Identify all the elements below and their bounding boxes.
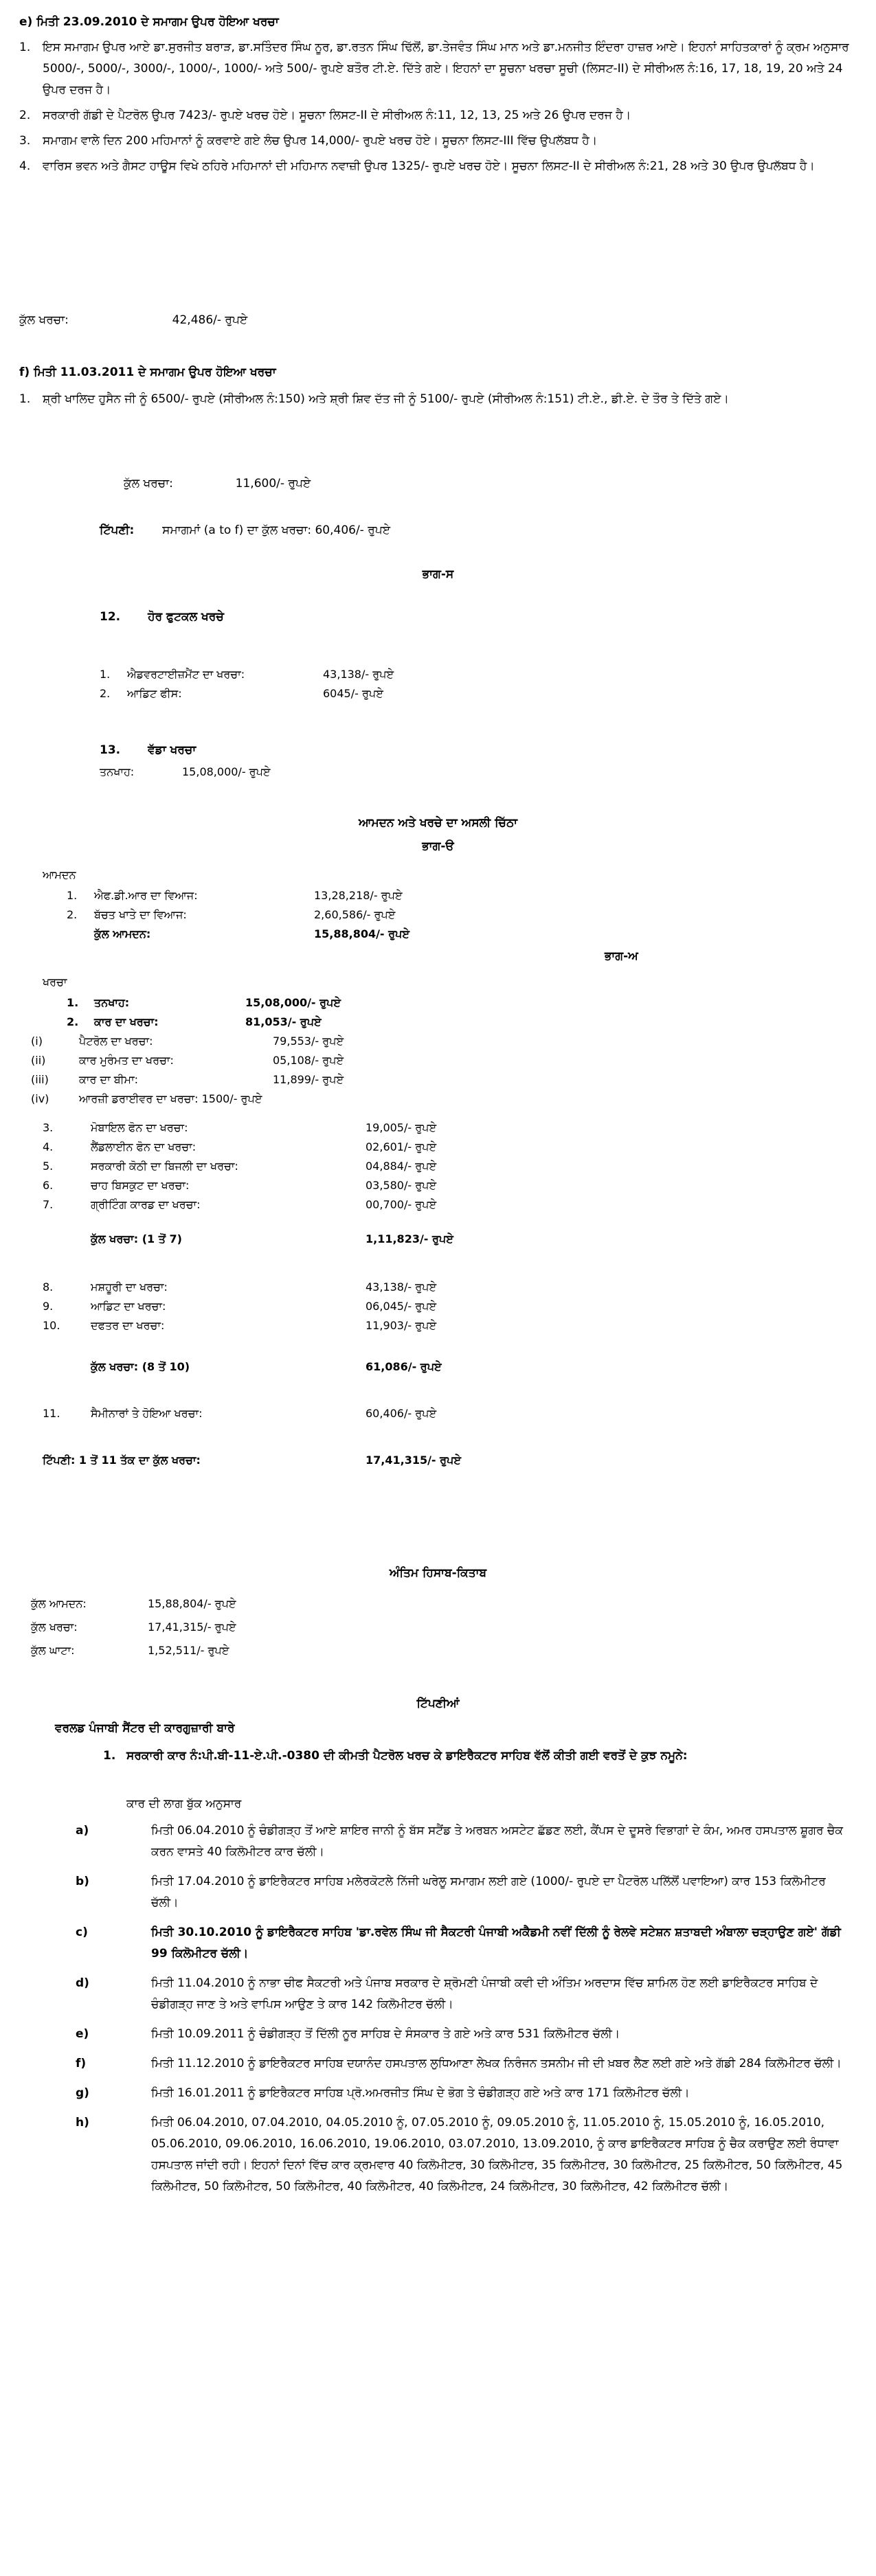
misc-list (100, 665, 394, 703)
section-e-item: 2. ਸਰਕਾਰੀ ਗੱਡੀ ਦੇ ਪੈਟਰੋਲ ਉਪਰ 7423/- ਰੁਪਏ ਖਰਚ ਹੋਏ। ਸੂਚਨਾ ਲਿਸਟ-II ਦੇ ਸੀਰੀਅਲ ਨੰ:11, 12, 13, 25 ਅਤੇ 26 ਉਪਰ ਦਰਜ ਹੈ। (19, 109, 631, 122)
expense-row: 7. ਗ੍ਰੀਟਿੰਗ ਕਾਰਡ ਦਾ ਖਰਚਾ: 00,700/- ਰੁਪਏ (43, 1198, 437, 1211)
remark-item: b) ਮਿਤੀ 17.04.2010 ਨੂੰ ਡਾਇਰੈਕਟਰ ਸਾਹਿਬ ਮਲੇਰਕੋਟਲੇ ਨਿੱਜੀ ਘਰੇਲੂ ਸਮਾਗਮ ਲਈ ਗਏ (1000/- ਰੁਪਏ ਦਾ ਪੈਟਰੋਲ ਪਲਿੱਲੋਂ ਪਵਾਇਆ) ਕਾਰ 153 ਕਿਲੋਮੀਟਰ ਚੱਲੀ। (76, 1875, 826, 1910)
expense-row: 4. ਲੈਂਡਲਾਈਨ ਫੋਨ ਦਾ ਖਰਚਾ: 02,601/- ਰੁਪਏ (43, 1140, 437, 1153)
expense-row: 1. ਤਨਖਾਹ: 15,08,000/- ਰੁਪਏ (67, 996, 341, 1009)
note-text: ਸਮਾਗਮਾਂ (a to f) ਦਾ ਕੁੱਲ ਖਰਚਾ: 60,406/- ਰੁਪਏ (162, 523, 391, 537)
income-total-row: ਕੁੱਲ ਆਮਦਨ: 15,88,804/- ਰੁਪਏ (94, 927, 410, 940)
section-f-note (100, 519, 390, 542)
salary-row: ਤਨਖਾਹ: 15,08,000/- ਰੁਪਏ (100, 765, 271, 778)
total-value: 42,486/- ਰੁਪਏ (172, 313, 248, 327)
remark-item: d) ਮਿਤੀ 11.04.2010 ਨੂੰ ਨਾਭਾ ਚੀਫ ਸੈਕਟਰੀ ਅਤੇ ਪੰਜਾਬ ਸਰਕਾਰ ਦੇ ਸ਼੍ਰੋਮਣੀ ਪੰਜਾਬੀ ਕਵੀ ਦੀ ਅੰਤਿਮ ਅਰਦਾਸ ਵਿੱਚ ਸ਼ਾਮਿਲ ਹੋਣ ਲਈ ਡਾਇਰੈਕਟਰ ਸਾਹਿਬ ਦੇ ਚੰਡੀਗੜ੍ਹ ਜਾਣ ਤੇ ਅਤੇ ਵਾਪਿਸ ਆਉਣ ਤੇ ਕਾਰ 142 ਕਿਲੋਮੀਟਰ ਚੱਲੀ। (76, 1976, 818, 2011)
expense-8-10-list (43, 1278, 436, 1335)
total-8-10: ਕੁੱਲ ਖਰਚਾ: (8 ਤੋਂ 10) 61,086/- ਰੁਪਏ (91, 1360, 442, 1373)
final-row: ਕੁੱਲ ਖਰਚਾ: 17,41,315/- ਰੁਪਏ (31, 1620, 236, 1634)
big-expense-heading: 13. ਵੱਡਾ ਖਰਚਾ (100, 743, 196, 757)
income-label: ਆਮਦਨ (43, 868, 76, 881)
part-c-heading: ਭਾਗ-ਸ (422, 567, 454, 581)
final-row: ਕੁੱਲ ਘਾਟਾ: 1,52,511/- ਰੁਪਏ (31, 1644, 229, 1657)
income-list (67, 886, 409, 944)
section-f-list (19, 389, 857, 414)
remark-item: c) ਮਿਤੀ 30.10.2010 ਨੂੰ ਡਾਇਰੈਕਟਰ ਸਾਹਿਬ 'ਡਾ.ਰਵੇਲ ਸਿੰਘ ਜੀ ਸੈਕਟਰੀ ਪੰਜਾਬੀ ਅਕੈਡਮੀ ਨਵੀਂ ਦਿੱਲੀ ਨੂੰ ਰੇਲਵੇ ਸਟੇਸ਼ਨ ਸ਼ਤਾਬਦੀ ਅੰਬਾਲਾ ਚੜ੍ਹਾਉਣ ਗਏ' ਗੱਡੀ 99 ਕਿਲੋਮੀਟਰ ਚੱਲੀ। (76, 1925, 841, 1961)
total-label: ਕੁੱਲ ਖਰਚਾ: (124, 477, 173, 490)
remarks-subtitle: ਵਰਲਡ ਪੰਜਾਬੀ ਸੈਂਟਰ ਦੀ ਕਾਰਗੁਜ਼ਾਰੀ ਬਾਰੇ (55, 1721, 235, 1735)
section-e-heading: e) ਮਿਤੀ 23.09.2010 ਦੇ ਸਮਾਗਮ ਉਪਰ ਹੋਇਆ ਖਰਚਾ (19, 15, 279, 29)
section-f-total (124, 473, 311, 495)
remarks-list (76, 1820, 845, 2206)
expense-row: 6. ਚਾਹ ਬਿਸਕੁਟ ਦਾ ਖਰਚਾ: 03,580/- ਰੁਪਏ (43, 1179, 437, 1192)
section-e-item: 3. ਸਮਾਗਮ ਵਾਲੇ ਦਿਨ 200 ਮਹਿਮਾਨਾਂ ਨੂੰ ਕਰਵਾਏ ਗਏ ਲੰਚ ਉਪਰ 14,000/- ਰੁਪਏ ਖਰਚ ਹੋਏ। ਸੂਚਨਾ ਲਿਸਟ-III ਵਿੱਚ ਉਪਲੱਬਧ ਹੈ। (19, 134, 598, 148)
part-b-heading: ਭਾਗ-ਅ (605, 949, 638, 963)
misc-row: 1. ਐਡਵਰਟਾਈਜ਼ਮੈਂਟ ਦਾ ਖਰਚਾ: 43,138/- ਰੁਪਏ (100, 668, 394, 681)
total-1-7: ਕੁੱਲ ਖਰਚਾ: (1 ਤੋਂ 7) 1,11,823/- ਰੁਪਏ (91, 1232, 453, 1245)
part-a-heading: ਭਾਗ-ੳ (422, 839, 454, 853)
expense-label: ਖਰਚਾ (43, 975, 67, 988)
income-row: 2. ਬੱਚਤ ਖਾਤੇ ਦਾ ਵਿਆਜ: 2,60,586/- ਰੁਪਏ (67, 908, 396, 921)
car-sub-row: (ii) ਕਾਰ ਮੁਰੰਮਤ ਦਾ ਖਰਚਾ: 05,108/- ਰੁਪਏ (31, 1054, 344, 1067)
expense-11: 11. ਸੈਮੀਨਾਰਾਂ ਤੇ ਹੋਇਆ ਖਰਚਾ: 60,406/- ਰੁਪਏ (43, 1407, 437, 1420)
remarks-point-1-sub: ਕਾਰ ਦੀ ਲਾਗ ਬੁੱਕ ਅਨੁਸਾਰ (126, 1797, 242, 1811)
remarks-title: ਟਿੱਪਣੀਆਂ (416, 1697, 460, 1710)
section-f-item: 1. ਸ਼੍ਰੀ ਖਾਲਿਦ ਹੁਸੈਨ ਜੀ ਨੂੰ 6500/- ਰੁਪਏ (ਸੀਰੀਅਲ ਨੰ:150) ਅਤੇ ਸ਼੍ਰੀ ਸ਼ਿਵ ਦੱਤ ਜੀ ਨੂੰ 5100/- ਰੁਪਏ (ਸੀਰੀਅਲ ਨੰ:151) ਟੀ.ਏ., ਡੀ.ਏ. ਦੇ ਤੌਰ ਤੇ ਦਿੱਤੇ ਗਏ। (19, 392, 729, 406)
car-sub-row: (iv) ਆਰਜ਼ੀ ਡਰਾਈਵਰ ਦਾ ਖਰਚਾ: 1500/- ਰੁਪਏ (31, 1092, 262, 1105)
expense-row: 10. ਦਫਤਰ ਦਾ ਖਰਚਾ: 11,903/- ਰੁਪਏ (43, 1319, 437, 1332)
income-row: 1. ਐਫ.ਡੀ.ਆਰ ਦਾ ਵਿਆਜ: 13,28,218/- ਰੁਪਏ (67, 889, 403, 902)
remark-item: e) ਮਿਤੀ 10.09.2011 ਨੂੰ ਚੰਡੀਗੜ੍ਹ ਤੋਂ ਦਿੱਲੀ ਨੂਰ ਸਾਹਿਬ ਦੇ ਸੰਸਕਾਰ ਤੇ ਗਏ ਅਤੇ ਕਾਰ 531 ਕਿਲੋਮੀਟਰ ਚੱਲੀ। (76, 2027, 620, 2041)
section-e-item: 1. ਇਸ ਸਮਾਗਮ ਉਪਰ ਆਏ ਡਾ.ਸੁਰਜੀਤ ਬਰਾੜ, ਡਾ.ਸਤਿੰਦਰ ਸਿੰਘ ਨੂਰ, ਡਾ.ਰਤਨ ਸਿੰਘ ਢਿੱਲੋਂ, ਡਾ.ਤੇਜਵੰਤ ਸਿੰਘ ਮਾਨ ਅਤੇ ਡਾ.ਮਨਜੀਤ ਇੰਦਰਾ ਹਾਜ਼ਰ ਆਏ। ਇਹਨਾਂ ਸਾਹਿਤਕਾਰਾਂ ਨੂੰ ਕ੍ਰਮ ਅਨੁਸਾਰ 5000/-, 5000/-, 3000/-, 1000/-, 1000/- ਅਤੇ 500/- ਰੁਪਏ ਬਤੌਰ ਟੀ.ਏ. ਦਿੱਤੇ ਗਏ। ਇਹਨਾਂ ਦਾ ਸੂਚਨਾ ਖਰਚਾ ਸੂਚੀ (ਲਿਸਟ-II) ਦੇ ਸੀਰੀਅਲ ਨੰ:16, 17, 18, 19, 20 ਅਤੇ 24 ਉਪਰ ਦਰਜ ਹੈ। (19, 41, 849, 97)
remark-item: a) ਮਿਤੀ 06.04.2010 ਨੂੰ ਚੰਡੀਗੜ੍ਹ ਤੋਂ ਆਏ ਸ਼ਾਇਰ ਜਾਨੀ ਨੂੰ ਬੱਸ ਸਟੈਂਡ ਤੇ ਅਰਬਨ ਅਸਟੇਟ ਛੱਡਣ ਲਈ, ਕੈਂਪਸ ਦੇ ਦੂਸਰੇ ਵਿਭਾਗਾਂ ਦੇ ਕੰਮ, ਅਮਰ ਹਸਪਤਾਲ ਸ਼ੂਗਰ ਚੈਕ ਕਰਨ ਵਾਸਤੇ 40 ਕਿਲੋਮੀਟਰ ਕਾਰ ਚੱਲੀ। (76, 1824, 843, 1859)
expense-row: 5. ਸਰਕਾਰੀ ਕੋਠੀ ਦਾ ਬਿਜਲੀ ਦਾ ਖਰਚਾ: 04,884/- ਰੁਪਏ (43, 1160, 437, 1173)
expense-3-7-list (43, 1118, 436, 1214)
remarks-point-1: 1. ਸਰਕਾਰੀ ਕਾਰ ਨੰ:ਪੀ.ਬੀ-11-ਏ.ਪੀ.-0380 ਦੀ ਕੀਮਤੀ ਪੈਟਰੋਲ ਖਰਚ ਕੇ ਡਾਇਰੈਕਟਰ ਸਾਹਿਬ ਵੱਲੋਂ ਕੀਤੀ ਗਈ ਵਰਤੋਂ ਦੇ ਕੁਝ ਨਮੂਨੇ: (103, 1749, 688, 1763)
expense-row: 9. ਆਡਿਟ ਦਾ ਖਰਚਾ: 06,045/- ਰੁਪਏ (43, 1300, 437, 1313)
section-e-total (19, 309, 247, 332)
car-sub-row: (iii) ਕਾਰ ਦਾ ਬੀਮਾ: 11,899/- ਰੁਪਏ (31, 1073, 344, 1086)
final-row: ਕੁੱਲ ਆਮਦਨ: 15,88,804/- ਰੁਪਏ (31, 1597, 236, 1610)
misc-row: 2. ਆਡਿਟ ਫੀਸ: 6045/- ਰੁਪਏ (100, 687, 383, 700)
section-e-list (19, 37, 857, 181)
final-list (31, 1592, 236, 1662)
car-sub-list (31, 1032, 344, 1109)
car-sub-row: (i) ਪੈਟਰੋਲ ਦਾ ਖਰਚਾ: 79,553/- ਰੁਪਏ (31, 1035, 344, 1048)
misc-heading: 12. ਹੋਰ ਫੁਟਕਲ ਖਰਚੇ (100, 610, 224, 624)
grand-total: ਟਿੱਪਣੀ: 1 ਤੋਂ 11 ਤੱਕ ਦਾ ਕੁੱਲ ਖਰਚਾ: 17,41,315/- ਰੁਪਏ (43, 1454, 462, 1467)
expense-row: 2. ਕਾਰ ਦਾ ਖਰਚਾ: 81,053/- ਰੁਪਏ (67, 1015, 322, 1028)
section-e-item: 4. ਵਾਰਿਸ ਭਵਨ ਅਤੇ ਗੈਸਟ ਹਾਊਸ ਵਿਖੇ ਠਹਿਰੇ ਮਹਿਮਾਨਾਂ ਦੀ ਮਹਿਮਾਨ ਨਵਾਜ਼ੀ ਉਪਰ 1325/- ਰੁਪਏ ਖਰਚ ਹੋਏ। ਸੂਚਨਾ ਲਿਸਟ-II ਦੇ ਸੀਰੀਅਲ ਨੰ:21, 28 ਅਤੇ 30 ਉਪਰ ਉਪਲੱਬਧ ਹੈ। (19, 159, 815, 173)
expense-row: 3. ਮੋਬਾਇਲ ਫੋਨ ਦਾ ਖਰਚਾ: 19,005/- ਰੁਪਏ (43, 1121, 437, 1134)
remark-item: f) ਮਿਤੀ 11.12.2010 ਨੂੰ ਡਾਇਰੈਕਟਰ ਸਾਹਿਬ ਦਯਾਨੰਦ ਹਸਪਤਾਲ ਲੁਧਿਆਣਾ ਲੇਖਕ ਨਿਰੰਜਨ ਤਸਨੀਮ ਜੀ ਦੀ ਖ਼ਬਰ ਲੈਣ ਲਈ ਗਏ ਅਤੇ ਗੱਡੀ 284 ਕਿਲੋਮੀਟਰ ਚੱਲੀ। (76, 2057, 842, 2070)
note-label: ਟਿੱਪਣੀ: (100, 523, 135, 537)
statement-title: ਆਮਦਨ ਅਤੇ ਖਰਚੇ ਦਾ ਅਸਲੀ ਚਿੱਠਾ (358, 816, 518, 830)
remark-item: h) ਮਿਤੀ 06.04.2010, 07.04.2010, 04.05.2010 ਨੂੰ, 07.05.2010 ਨੂੰ, 09.05.2010 ਨੂੰ, 11.05.2010 ਨੂੰ, 15.05.2010 ਨੂੰ, 16.05.2010, 05.06.2010, 09.06.2010, 16.06.2010, 19.06.2010, 03.07.2010, 13.09.2010, ਨੂੰ ਕਾਰ ਡਾਇਰੈਕਟਰ ਸਾਹਿਬ ਨੂੰ ਚੈਕ ਕਰਾਉਣ ਲਈ ਰੰਧਾਵਾ ਹਸਪਤਾਲ ਜਾਂਦੀ ਰਹੀ। ਇਹਨਾਂ ਦਿਨਾਂ ਵਿੱਚ ਕਾਰ ਕ੍ਰਮਵਾਰ 40 ਕਿਲੋਮੀਟਰ, 30 ਕਿਲੋਮੀਟਰ, 35 ਕਿਲੋਮੀਟਰ, 30 ਕਿਲੋਮੀਟਰ, 25 ਕਿਲੋਮੀਟਰ, 50 ਕਿਲੋਮੀਟਰ, 45 ਕਿਲੋਮੀਟਰ, 50 ਕਿਲੋਮੀਟਰ, 50 ਕਿਲੋਮੀਟਰ, 40 ਕਿਲੋਮੀਟਰ, 40 ਕਿਲੋਮੀਟਰ, 24 ਕਿਲੋਮੀਟਰ, 30 ਕਿਲੋਮੀਟਰ, 42 ਕਿਲੋਮੀਟਰ ਚੱਲੀ। (76, 2116, 843, 2193)
expense-main-list (67, 993, 341, 1032)
remark-item: g) ਮਿਤੀ 16.01.2011 ਨੂੰ ਡਾਇਰੈਕਟਰ ਸਾਹਿਬ ਪ੍ਰੋ.ਅਮਰਜੀਤ ਸਿੰਘ ਦੇ ਭੋਗ ਤੇ ਚੰਡੀਗੜ੍ਹ ਗਏ ਅਤੇ ਕਾਰ 171 ਕਿਲੋਮੀਟਰ ਚੱਲੀ। (76, 2086, 690, 2100)
expense-row: 8. ਮਸ਼ਹੂਰੀ ਦਾ ਖਰਚਾ: 43,138/- ਰੁਪਏ (43, 1280, 437, 1293)
total-label: ਕੁੱਲ ਖਰਚਾ: (19, 313, 69, 327)
section-f-heading: f) ਮਿਤੀ 11.03.2011 ਦੇ ਸਮਾਗਮ ਉਪਰ ਹੋਇਆ ਖਰਚਾ (19, 365, 276, 379)
total-value: 11,600/- ਰੁਪਏ (235, 477, 311, 490)
final-title: ਅੰਤਿਮ ਹਿਸਾਬ-ਕਿਤਾਬ (389, 1566, 487, 1580)
